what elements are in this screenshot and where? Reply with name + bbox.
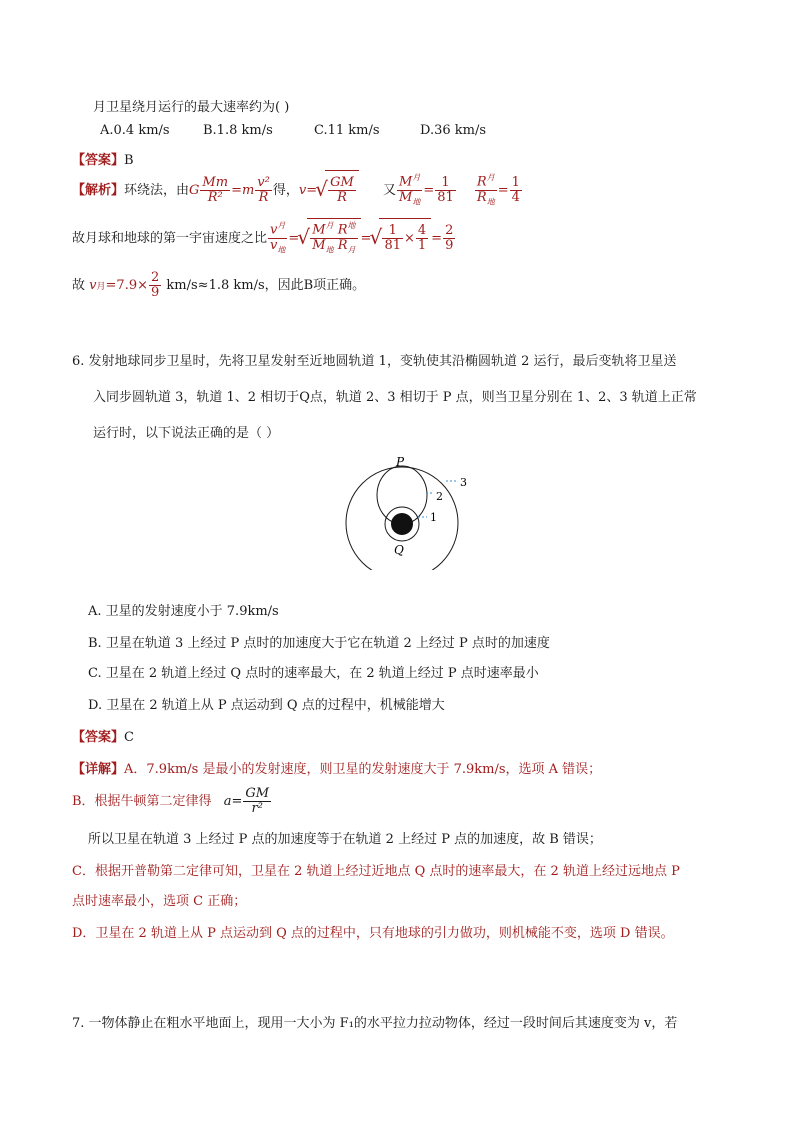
- prev-option-c: C.11 km/s: [314, 123, 380, 138]
- analysis-text-b: 得，: [272, 183, 299, 198]
- math-m: m: [241, 183, 255, 198]
- q6-detail-c1: C．根据开普勒第二定律可知，卫星在 2 轨道上经过近地点 Q 点时的速率最大，在 2 轨道上经过远地点 P: [72, 864, 680, 879]
- q6-detail-b1: [72, 782, 272, 822]
- math-eq-4: =: [497, 183, 509, 198]
- q6-option-d: D. 卫星在 2 轨道上从 P 点运动到 Q 点的过程中，机械能增大: [88, 698, 445, 713]
- math-eq-2: =: [306, 183, 318, 198]
- math-v: v: [298, 183, 307, 198]
- label-1: 1: [430, 511, 437, 524]
- frac-1-4: $\frac{1}{4}$: [511, 174, 520, 205]
- formula-frac-gm-r2: $\frac{GM}{\text{r²}}$: [245, 785, 270, 816]
- q6-line2: 入同步圆轨道 3，轨道 1、2 相切于Q点，轨道 2、3 相切于 P 点，则当卫星分别在 1、2、3 轨道上正常: [93, 390, 697, 405]
- q6-detail-d: D．卫星在 2 轨道上从 P 点运动到 Q 点的过程中，只有地球的引力做功，则机械能不变，选项 D 错误。: [72, 926, 674, 941]
- earth: [391, 513, 413, 535]
- prev-answer-line: [72, 149, 134, 168]
- q6-detail-b1-text: B．根据牛顿第二定律得: [72, 794, 212, 809]
- q6-detail-b2: 所以卫星在轨道 3 上经过 P 点的加速度等于在轨道 2 上经过 P 点的加速度，故 B 错误；: [88, 832, 602, 847]
- q6-detail-tag: 【详解】: [72, 762, 125, 777]
- sqrt-ratio: √ $\frac{M^月 R^地}{M_地 R_月}$: [307, 218, 360, 259]
- prev-option-a: A.0.4 km/s: [100, 123, 170, 138]
- math-g: G: [189, 183, 200, 198]
- orbit-diagram: [330, 448, 490, 570]
- sqrt-gm-r: √ $\frac{GM}{R}$: [325, 170, 359, 211]
- prev-analysis-line2: [72, 218, 456, 259]
- frac-mm-r2: $\frac{Mm}{\text{R²}}$: [202, 174, 229, 205]
- prev-option-d: D.36 km/s: [420, 123, 487, 138]
- prev-question-stem: 月卫星绕月运行的最大速率约为( ): [93, 100, 290, 115]
- prev-analysis-line3: [72, 266, 365, 307]
- math-eq-7: =: [431, 231, 443, 246]
- frac-2-9-b: $\frac{2}{9}$: [151, 269, 160, 300]
- q6-option-a: A. 卫星的发射速度小于 7.9km/s: [88, 604, 279, 619]
- q7-line1: 7. 一物体静止在粗水平地面上，现用一大小为 F₁的水平拉力拉动物体，经过一段时间后其速度变为 v，若: [72, 1016, 678, 1031]
- analysis-text-c: 又: [382, 183, 396, 198]
- math-eq-6: =: [360, 231, 372, 246]
- frac-v2-r: $\frac{\text{v²}}{R}$: [257, 174, 270, 205]
- analysis-tag: 【解析】: [72, 183, 125, 198]
- q6-answer-value: C: [124, 730, 134, 745]
- answer-tag: 【答案】: [72, 153, 125, 168]
- label-q: Q: [394, 543, 404, 557]
- answer-value: B: [124, 153, 134, 168]
- sqrt-numeric: √ $\frac{1}{81}$ × $\frac{4}{1}$: [379, 218, 431, 259]
- math-v-yue-eq: =7.9×: [105, 278, 148, 293]
- math-v-yue: v: [89, 278, 97, 293]
- analysis-text-3b: km/s≈1.8 km/s，因此B项正确。: [166, 278, 366, 293]
- frac-2-9: $\frac{2}{9}$: [445, 222, 454, 253]
- prev-option-b: B.1.8 km/s: [203, 123, 273, 138]
- q6-answer-line: [72, 726, 134, 745]
- math-eq-5: =: [288, 231, 300, 246]
- prev-analysis-line1: [72, 170, 523, 211]
- math-yue-sub: 月: [96, 282, 106, 292]
- frac-1-81: $\frac{1}{81}$: [437, 174, 454, 205]
- math-eq: =: [231, 183, 242, 198]
- q6-detail-a: [72, 758, 601, 777]
- label-3: 3: [460, 476, 467, 489]
- frac-m-yue-m-di: $\frac{M^月}{M_地}$: [399, 172, 421, 207]
- formula-a: a: [223, 794, 232, 809]
- analysis-text-2: 故月球和地球的第一宇宙速度之比: [72, 231, 268, 246]
- label-p: P: [396, 455, 405, 469]
- q6-option-b: B. 卫星在轨道 3 上经过 P 点时的加速度大于它在轨道 2 上经过 P 点时的加速度: [88, 636, 550, 651]
- formula-eq: =: [231, 794, 243, 809]
- label-2: 2: [436, 490, 443, 503]
- q6-line1: 6. 发射地球同步卫星时，先将卫星发射至近地圆轨道 1，变轨使其沿椭圆轨道 2 运行，最后变轨将卫星送: [72, 354, 677, 369]
- q6-answer-tag: 【答案】: [72, 730, 125, 745]
- q6-detail-c2: 点时速率最小，选项 C 正确；: [72, 894, 247, 909]
- q6-detail-a-text: A．7.9km/s 是最小的发射速度，则卫星的发射速度大于 7.9km/s，选项 A 错误；: [124, 762, 602, 777]
- q6-line3: 运行时，以下说法正确的是（ ）: [93, 426, 280, 441]
- math-eq-3: =: [423, 183, 435, 198]
- analysis-text-3: 故: [72, 278, 86, 293]
- frac-v-yue-v-di: $\frac{v^月}{v_地}$: [270, 220, 286, 255]
- analysis-text: 环绕法，由: [124, 183, 190, 198]
- frac-r-yue-r-di: $\frac{R^月}{R_地}$: [476, 172, 495, 207]
- q6-option-c: C. 卫星在 2 轨道上经过 Q 点时的速率最大，在 2 轨道上经过 P 点时速率最小: [88, 666, 539, 681]
